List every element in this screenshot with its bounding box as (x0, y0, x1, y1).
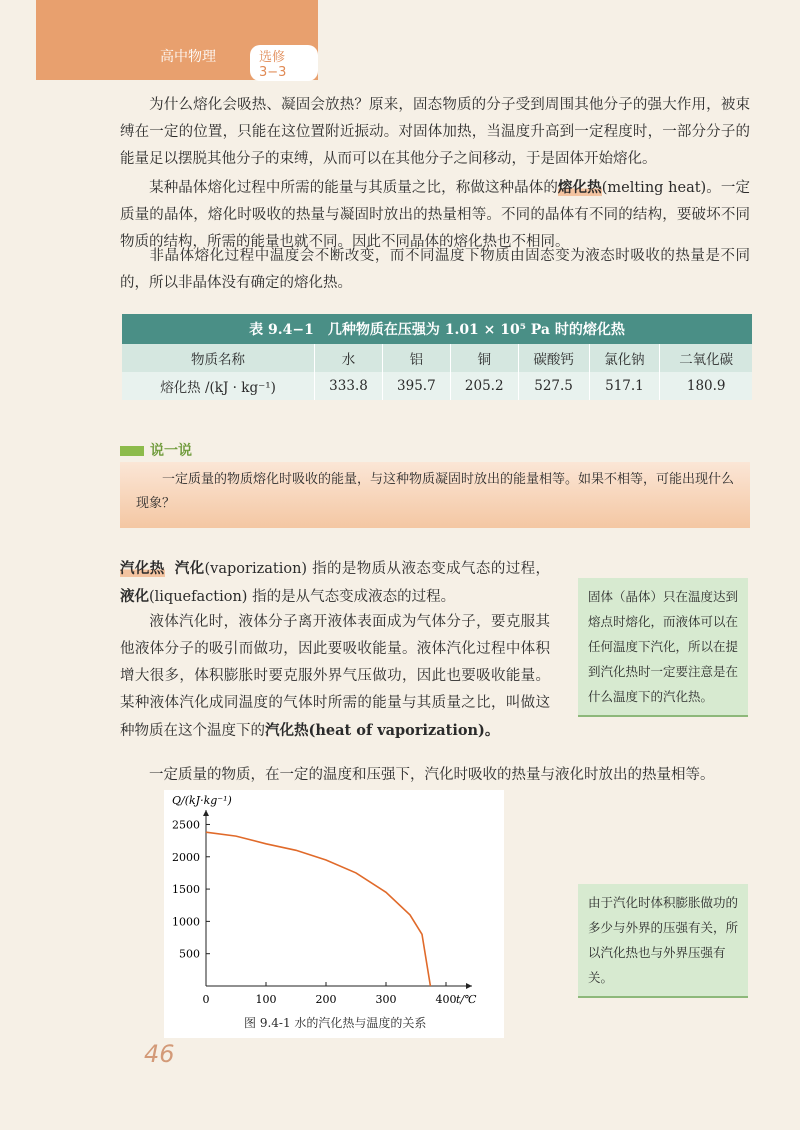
y-axis-arrow (203, 810, 209, 816)
paragraph-5-a: 液体汽化时，液体分子离开液体表面成为气体分子，要克服其他液体分子的吸引而做功，因此要吸收能量。液体汽化过程中体积增大很多，体积膨胀时要克服外界气压做功，因此也要吸收能量。某种液体汽化成同温度的气体时所需的能量与其质量之比，叫做这种物质在这个温度下的 (120, 614, 550, 739)
figure-panel (164, 790, 504, 1038)
vaporization-heading: 汽化热 (120, 560, 165, 577)
figure-caption: 图 9.4-1 水的汽化热与温度的关系 (244, 1016, 427, 1030)
x-tick-label: 200 (315, 993, 337, 1006)
paragraph-1 (120, 92, 750, 173)
side-note-1: 固体（晶体）只在温度达到熔点时熔化，而液体可以在任何温度下汽化，所以在提到汽化热时一定要注意是在什么温度下的汽化热。 (578, 578, 748, 717)
table-cell: 517.1 (589, 372, 660, 400)
y-axis-label: Q/(kJ·kg⁻¹) (172, 794, 232, 807)
paragraph-5 (120, 609, 550, 745)
book-title: 高中物理 (160, 49, 216, 65)
x-tick-label: 0 (202, 993, 210, 1006)
heat-of-vaporization-term: 汽化热 (265, 722, 309, 739)
paragraph-2-b: (melting heat)。一定质量的晶体，熔化时吸收的热量与凝固时放出的热量相等。不同的晶体有不同的结构，要破坏不同物质的结构，所需的能量也就不同。因此不同晶体的熔化热也不相同。 (120, 180, 751, 250)
vaporization-term: 汽化 (174, 560, 205, 577)
table-header: 二氧化碳 (660, 344, 752, 372)
table-header: 水 (315, 344, 383, 372)
table-cell: 395.7 (382, 372, 450, 400)
y-tick-label: 500 (179, 947, 200, 961)
discussion-heading (120, 440, 192, 460)
melting-heat-term: 熔化热 (557, 179, 602, 196)
paragraph-2-a: 某种晶体熔化过程中所需的能量与其质量之比，称做这种晶体的 (149, 180, 558, 196)
page-number: 46 (144, 1040, 175, 1068)
y-tick-label: 1000 (172, 915, 200, 929)
table-row-label: 熔化热 /(kJ · kg⁻¹) (122, 372, 315, 400)
y-tick-label: 1500 (172, 883, 200, 897)
liquefaction-term: 液化 (120, 588, 149, 605)
x-tick-label: 300 (375, 993, 397, 1006)
series-line (206, 832, 430, 986)
liquefaction-def: (liquefaction) 指的是从气态变成液态的过程。 (149, 589, 456, 605)
table-header: 铝 (382, 344, 450, 372)
y-tick-label: 2500 (172, 818, 200, 832)
discussion-text (136, 468, 746, 516)
vaporization-heat-chart (164, 790, 504, 1038)
paragraph-6 (120, 762, 750, 789)
y-tick-label: 2000 (172, 850, 200, 864)
melting-heat-table (122, 314, 752, 400)
paragraph-3 (120, 243, 750, 297)
vaporization-def: (vaporization) 指的是物质从液态变成气态的过程， (204, 561, 551, 577)
table-header: 氯化钠 (589, 344, 660, 372)
paragraph-1-text: 为什么熔化会吸热、凝固会放热？原来，固态物质的分子受到周围其他分子的强大作用，被束缚在一定的位置，只能在这位置附近振动。对固体加热，当温度升高到一定程度时，一部分分子的能量足以摆脱其他分子的束缚，从而可以在其他分子之间移动，于是固体开始熔化。 (120, 97, 750, 167)
table-cell: 205.2 (450, 372, 518, 400)
table-header: 物质名称 (122, 344, 315, 372)
header-band (36, 0, 318, 80)
vaporization-paragraph (120, 555, 550, 611)
x-axis-arrow (466, 983, 472, 989)
table-header: 碳酸钙 (518, 344, 589, 372)
table-cell: 333.8 (315, 372, 383, 400)
x-tick-label: 100 (255, 993, 277, 1006)
table-cell: 180.9 (660, 372, 752, 400)
x-tick-label: 400 (435, 993, 457, 1006)
paragraph-5-b: (heat of vaporization)。 (308, 722, 500, 739)
table-header: 铜 (450, 344, 518, 372)
volume-badge: 选修 3−3 (250, 45, 318, 81)
side-note-2: 由于汽化时体积膨胀做功的多少与外界的压强有关，所以汽化热也与外界压强有关。 (578, 884, 748, 998)
table-cell: 527.5 (518, 372, 589, 400)
discussion-title: 说一说 (150, 443, 192, 459)
arrow-icon (120, 446, 144, 456)
paragraph-3-text: 非晶体熔化过程中温度会不断改变，而不同温度下物质由固态变为液态时吸收的热量是不同的，所以非晶体没有确定的熔化热。 (120, 248, 750, 291)
discussion-question: 一定质量的物质熔化时吸收的能量，与这种物质凝固时放出的能量相等。如果不相等，可能出现什么现象？ (136, 472, 735, 511)
x-axis-label: t/℃ (456, 993, 477, 1006)
paragraph-6-text: 一定质量的物质，在一定的温度和压强下，汽化时吸收的热量与液化时放出的热量相等。 (149, 767, 715, 783)
table-caption: 表 9.4−1 几种物质在压强为 1.01 × 10⁵ Pa 时的熔化热 (122, 314, 752, 344)
